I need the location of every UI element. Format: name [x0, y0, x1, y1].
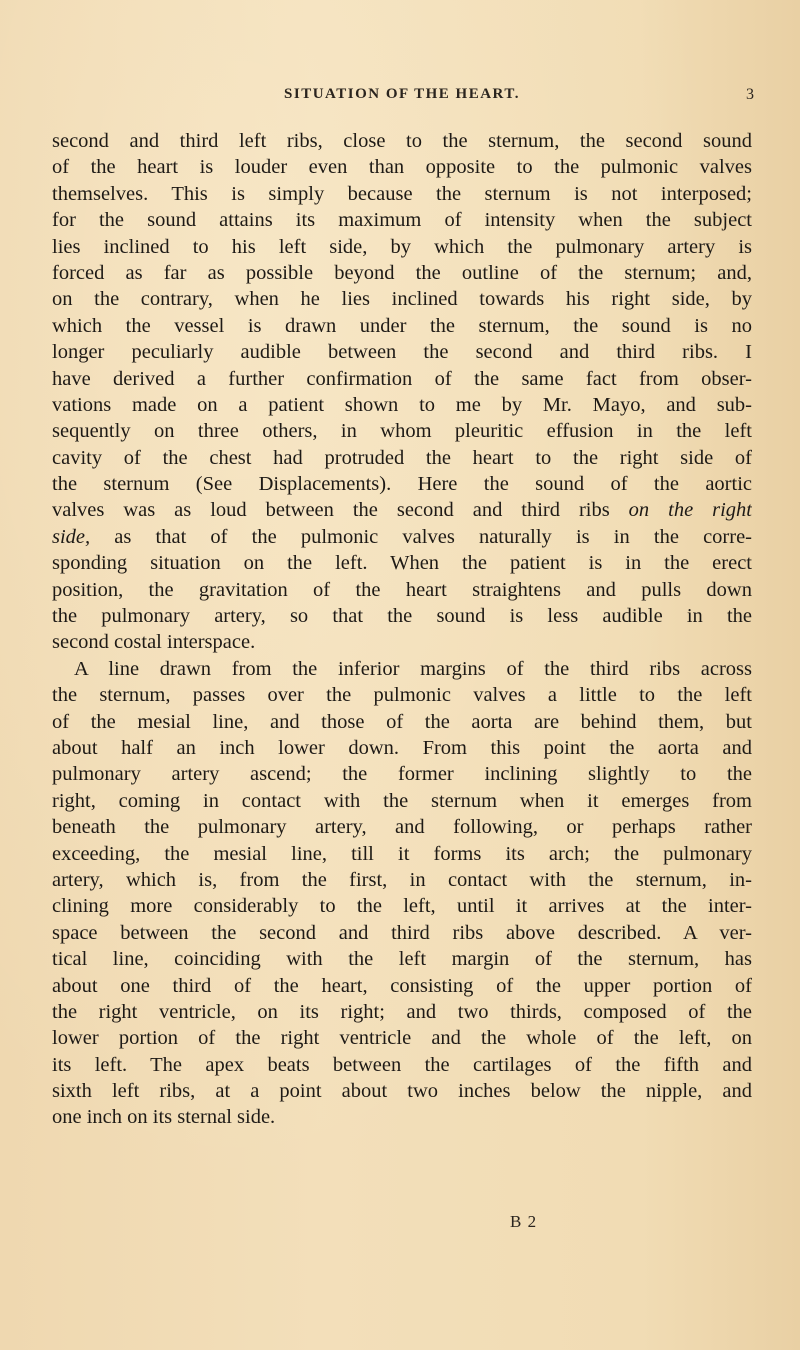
text-line: second costal interspace. — [52, 631, 256, 654]
text-line: vations made on a patient shown to me by Mr. Mayo, and sub- — [52, 393, 752, 416]
text-run: as that of the pulmonic valves naturally is in the corre- — [90, 525, 752, 548]
text-line: lower portion of the right ventricle and the whole of the left, on — [52, 1027, 752, 1050]
body-text — [52, 128, 752, 1131]
text-line: the sternum, passes over the pulmonic valves a little to the left — [52, 684, 752, 707]
italic-run: side, — [52, 525, 91, 548]
text-line: about half an inch lower down. From this point the aorta and — [52, 736, 752, 759]
text-line: the pulmonary artery, so that the sound is less audible in the — [52, 605, 752, 628]
text-line: position, the gravitation of the heart straightens and pulls down — [52, 578, 752, 601]
text-line: clining more considerably to the left, until it arrives at the inter- — [52, 895, 752, 918]
text-line: beneath the pulmonary artery, and following, or perhaps rather — [52, 816, 752, 839]
text-line: lies inclined to his left side, by which the pulmonary artery is — [52, 235, 752, 258]
text-line: about one third of the heart, consisting of the upper portion of — [52, 974, 752, 997]
text-line: pulmonary artery ascend; the former inclining slightly to the — [52, 763, 752, 786]
italic-run: on the right — [628, 499, 752, 522]
paragraph-1 — [52, 128, 752, 656]
text-line: for the sound attains its maximum of intensity when the subject — [52, 209, 752, 232]
text-line: artery, which is, from the first, in contact with the sternum, in- — [52, 868, 752, 891]
text-line: the right ventricle, on its right; and two thirds, composed of the — [52, 1000, 752, 1023]
text-line: tical line, coinciding with the left margin of the sternum, has — [52, 948, 752, 971]
text-run: valves was as loud between the second and third ribs — [52, 499, 629, 522]
text-line — [52, 524, 752, 550]
text-line: second and third left ribs, close to the sternum, the second sound — [52, 130, 752, 152]
text-line: of the mesial line, and those of the aorta are behind them, but — [52, 710, 752, 733]
text-line: of the heart is louder even than opposite to the pulmonic valves — [52, 156, 752, 179]
page-header — [52, 86, 752, 110]
text-line: sixth left ribs, at a point about two inches below the nipple, and — [52, 1080, 752, 1103]
text-line: on the contrary, when he lies inclined towards his right side, by — [52, 288, 752, 311]
text-line: exceeding, the mesial line, till it forms its arch; the pulmonary — [52, 842, 752, 865]
text-line: the sternum (See Displacements). Here the sound of the aortic — [52, 473, 752, 496]
text-line: cavity of the chest had protruded the heart to the right side of — [52, 446, 752, 469]
text-line — [52, 497, 752, 523]
page-number: 3 — [746, 86, 754, 103]
text-line: longer peculiarly audible between the second and third ribs. I — [52, 341, 752, 364]
text-line: space between the second and third ribs above described. A ver- — [52, 921, 752, 944]
signature-mark: B 2 — [510, 1212, 538, 1231]
text-line: sponding situation on the left. When the patient is in the erect — [52, 552, 752, 575]
paragraph-2 — [52, 656, 752, 1131]
text-line: forced as far as possible beyond the outline of the sternum; and, — [52, 261, 752, 284]
text-line: themselves. This is simply because the sternum is not interposed; — [52, 182, 752, 205]
text-line: which the vessel is drawn under the sternum, the sound is no — [52, 314, 752, 337]
text-line: right, coming in contact with the sternum when it emerges from — [52, 789, 752, 812]
text-line: its left. The apex beats between the cartilages of the fifth and — [52, 1053, 752, 1076]
text-line: one inch on its sternal side. — [52, 1106, 276, 1129]
text-line: have derived a further confirmation of the same fact from obser- — [52, 367, 752, 390]
text-line: A line drawn from the inferior margins of the third ribs across — [74, 657, 752, 680]
text-line: sequently on three others, in whom pleuritic effusion in the left — [52, 420, 752, 443]
running-title: SITUATION OF THE HEART. — [284, 86, 520, 102]
